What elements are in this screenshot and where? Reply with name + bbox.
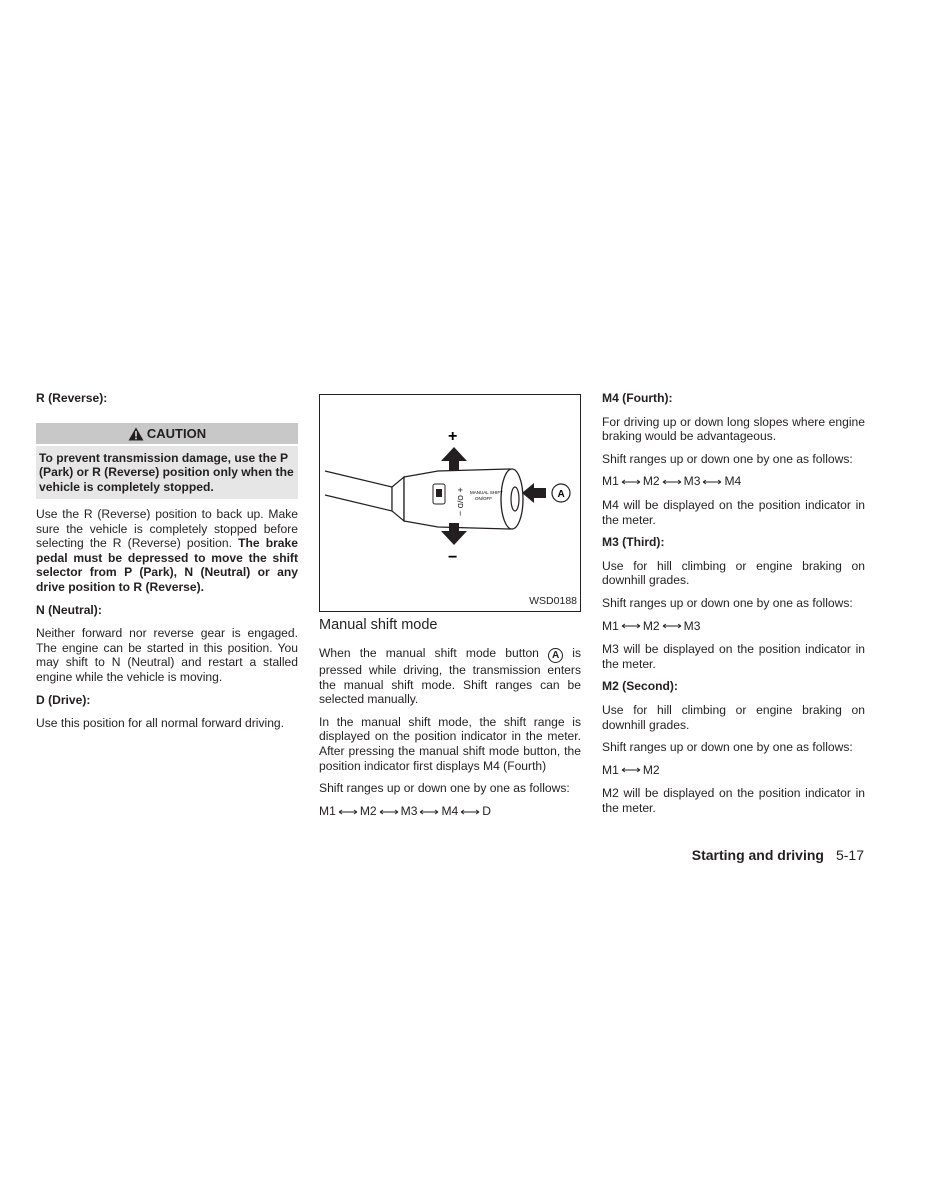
up-arrow-icon	[441, 447, 467, 471]
shift-ranges-paragraph: Shift ranges up or down one by one as follows:	[319, 781, 570, 796]
button-label-line1: MANUAL SHIFT	[470, 490, 503, 495]
gear-label: M2	[359, 803, 377, 818]
gear-label: M3	[683, 618, 701, 633]
drive-heading: D (Drive):	[36, 692, 91, 707]
gear-label: M2	[642, 762, 660, 777]
double-arrow-icon	[621, 478, 641, 486]
caution-label: CAUTION	[146, 425, 207, 441]
double-arrow-icon	[702, 478, 722, 486]
shift-lever-illustration	[320, 395, 580, 611]
reverse-heading: R (Reverse):	[36, 391, 108, 405]
m4-text: For driving up or down long slopes where engine braking would be advantageous.	[602, 414, 865, 444]
gear-label: M1	[602, 618, 619, 633]
m3-text: Use for hill climbing or engine braking on downhill grades.	[602, 558, 865, 588]
manual-mode-paragraph	[319, 646, 581, 707]
m3-heading: M3 (Third):	[602, 535, 665, 550]
drive-text: Use this position for all normal forward driving.	[36, 716, 285, 731]
plus-label: +	[448, 428, 458, 445]
para1-before: When the manual shift mode button	[319, 646, 539, 660]
gear-label: D	[482, 803, 491, 818]
m2-sequence	[602, 763, 865, 778]
gear-label: M1	[602, 762, 619, 777]
m4-shift-text: Shift ranges up or down one by one as follows:	[602, 451, 853, 466]
gear-label: M1	[319, 803, 336, 818]
callout-a-symbol: A	[548, 648, 563, 663]
caution-text: To prevent transmission damage, use the P (Park) or R (Reverse) position only when the vehicle is completely stopped.	[36, 446, 298, 499]
callout-arrow-icon	[522, 483, 546, 503]
double-arrow-icon	[338, 808, 358, 816]
figure-id: WSD0188	[529, 595, 577, 608]
position-indicator-paragraph: In the manual shift mode, the shift range is displayed on the position indicator in the meter. After pressing the manual shift mode button, the position indicator first displays M4 (Fourth)	[319, 714, 581, 773]
lever-markings: + O/D −	[456, 487, 464, 517]
m2-heading: M2 (Second):	[602, 679, 678, 694]
gear-label: M4	[724, 474, 742, 489]
double-arrow-icon	[621, 766, 641, 774]
double-arrow-icon	[379, 808, 399, 816]
neutral-text: Neither forward nor reverse gear is engaged. The engine can be started in this position. You may shift to N (Neutral) and restart a stalled engine while the vehicle is moving.	[36, 626, 298, 685]
m3-display-text: M3 will be displayed on the position indicator in the meter.	[602, 642, 865, 671]
full-shift-sequence	[319, 804, 581, 819]
section-title: Manual shift mode	[319, 617, 438, 633]
gear-label: M3	[683, 474, 701, 489]
callout-label: A	[557, 489, 565, 500]
caution-title	[36, 423, 298, 445]
gear-label: M4	[441, 803, 459, 818]
button-label-line2: ON/OFF	[475, 496, 492, 501]
warning-triangle-icon	[128, 427, 144, 441]
reverse-paragraph	[36, 507, 298, 595]
gear-label: M2	[642, 618, 660, 633]
middle-column	[319, 391, 581, 827]
right-column	[602, 391, 865, 823]
double-arrow-icon	[662, 622, 682, 630]
para1-after: is pressed while driving, the transmission enters the manual shift mode. Shift ranges can be selected manually.	[319, 646, 581, 707]
m2-text: Use for hill climbing or engine braking on downhill grades.	[602, 702, 865, 732]
neutral-heading: N (Neutral):	[36, 602, 102, 617]
page-number: 5-17	[835, 847, 864, 863]
double-arrow-icon	[419, 808, 439, 816]
reverse-text: Use the R (Reverse) position to back up. Make sure the vehicle is completely stopped before selecting the R (Reverse) position.	[36, 507, 298, 551]
gear-label: M3	[400, 803, 418, 818]
m2-shift-text: Shift ranges up or down one by one as follows:	[602, 740, 853, 755]
double-arrow-icon	[662, 478, 682, 486]
m3-sequence	[602, 619, 865, 634]
double-arrow-icon	[621, 622, 641, 630]
footer-section-name: Starting and driving	[691, 847, 824, 863]
m2-display-text: M2 will be displayed on the position indicator in the meter.	[602, 786, 865, 815]
m4-heading: M4 (Fourth):	[602, 391, 673, 405]
double-arrow-icon	[460, 808, 480, 816]
gear-label: M1	[602, 474, 619, 489]
m4-display-text: M4 will be displayed on the position indicator in the meter.	[602, 497, 865, 527]
reverse-bold-text: The brake pedal must be depressed to move the shift selector from P (Park), N (Neutral) or any drive position to R (Reverse).	[36, 536, 298, 595]
left-column	[36, 391, 298, 739]
caution-box	[36, 423, 298, 499]
page-footer	[692, 848, 864, 863]
shift-lever-figure	[319, 394, 581, 612]
minus-label: −	[448, 549, 458, 566]
m3-shift-text: Shift ranges up or down one by one as follows:	[602, 595, 853, 610]
gear-label: M2	[642, 474, 660, 489]
m4-sequence	[602, 474, 865, 489]
